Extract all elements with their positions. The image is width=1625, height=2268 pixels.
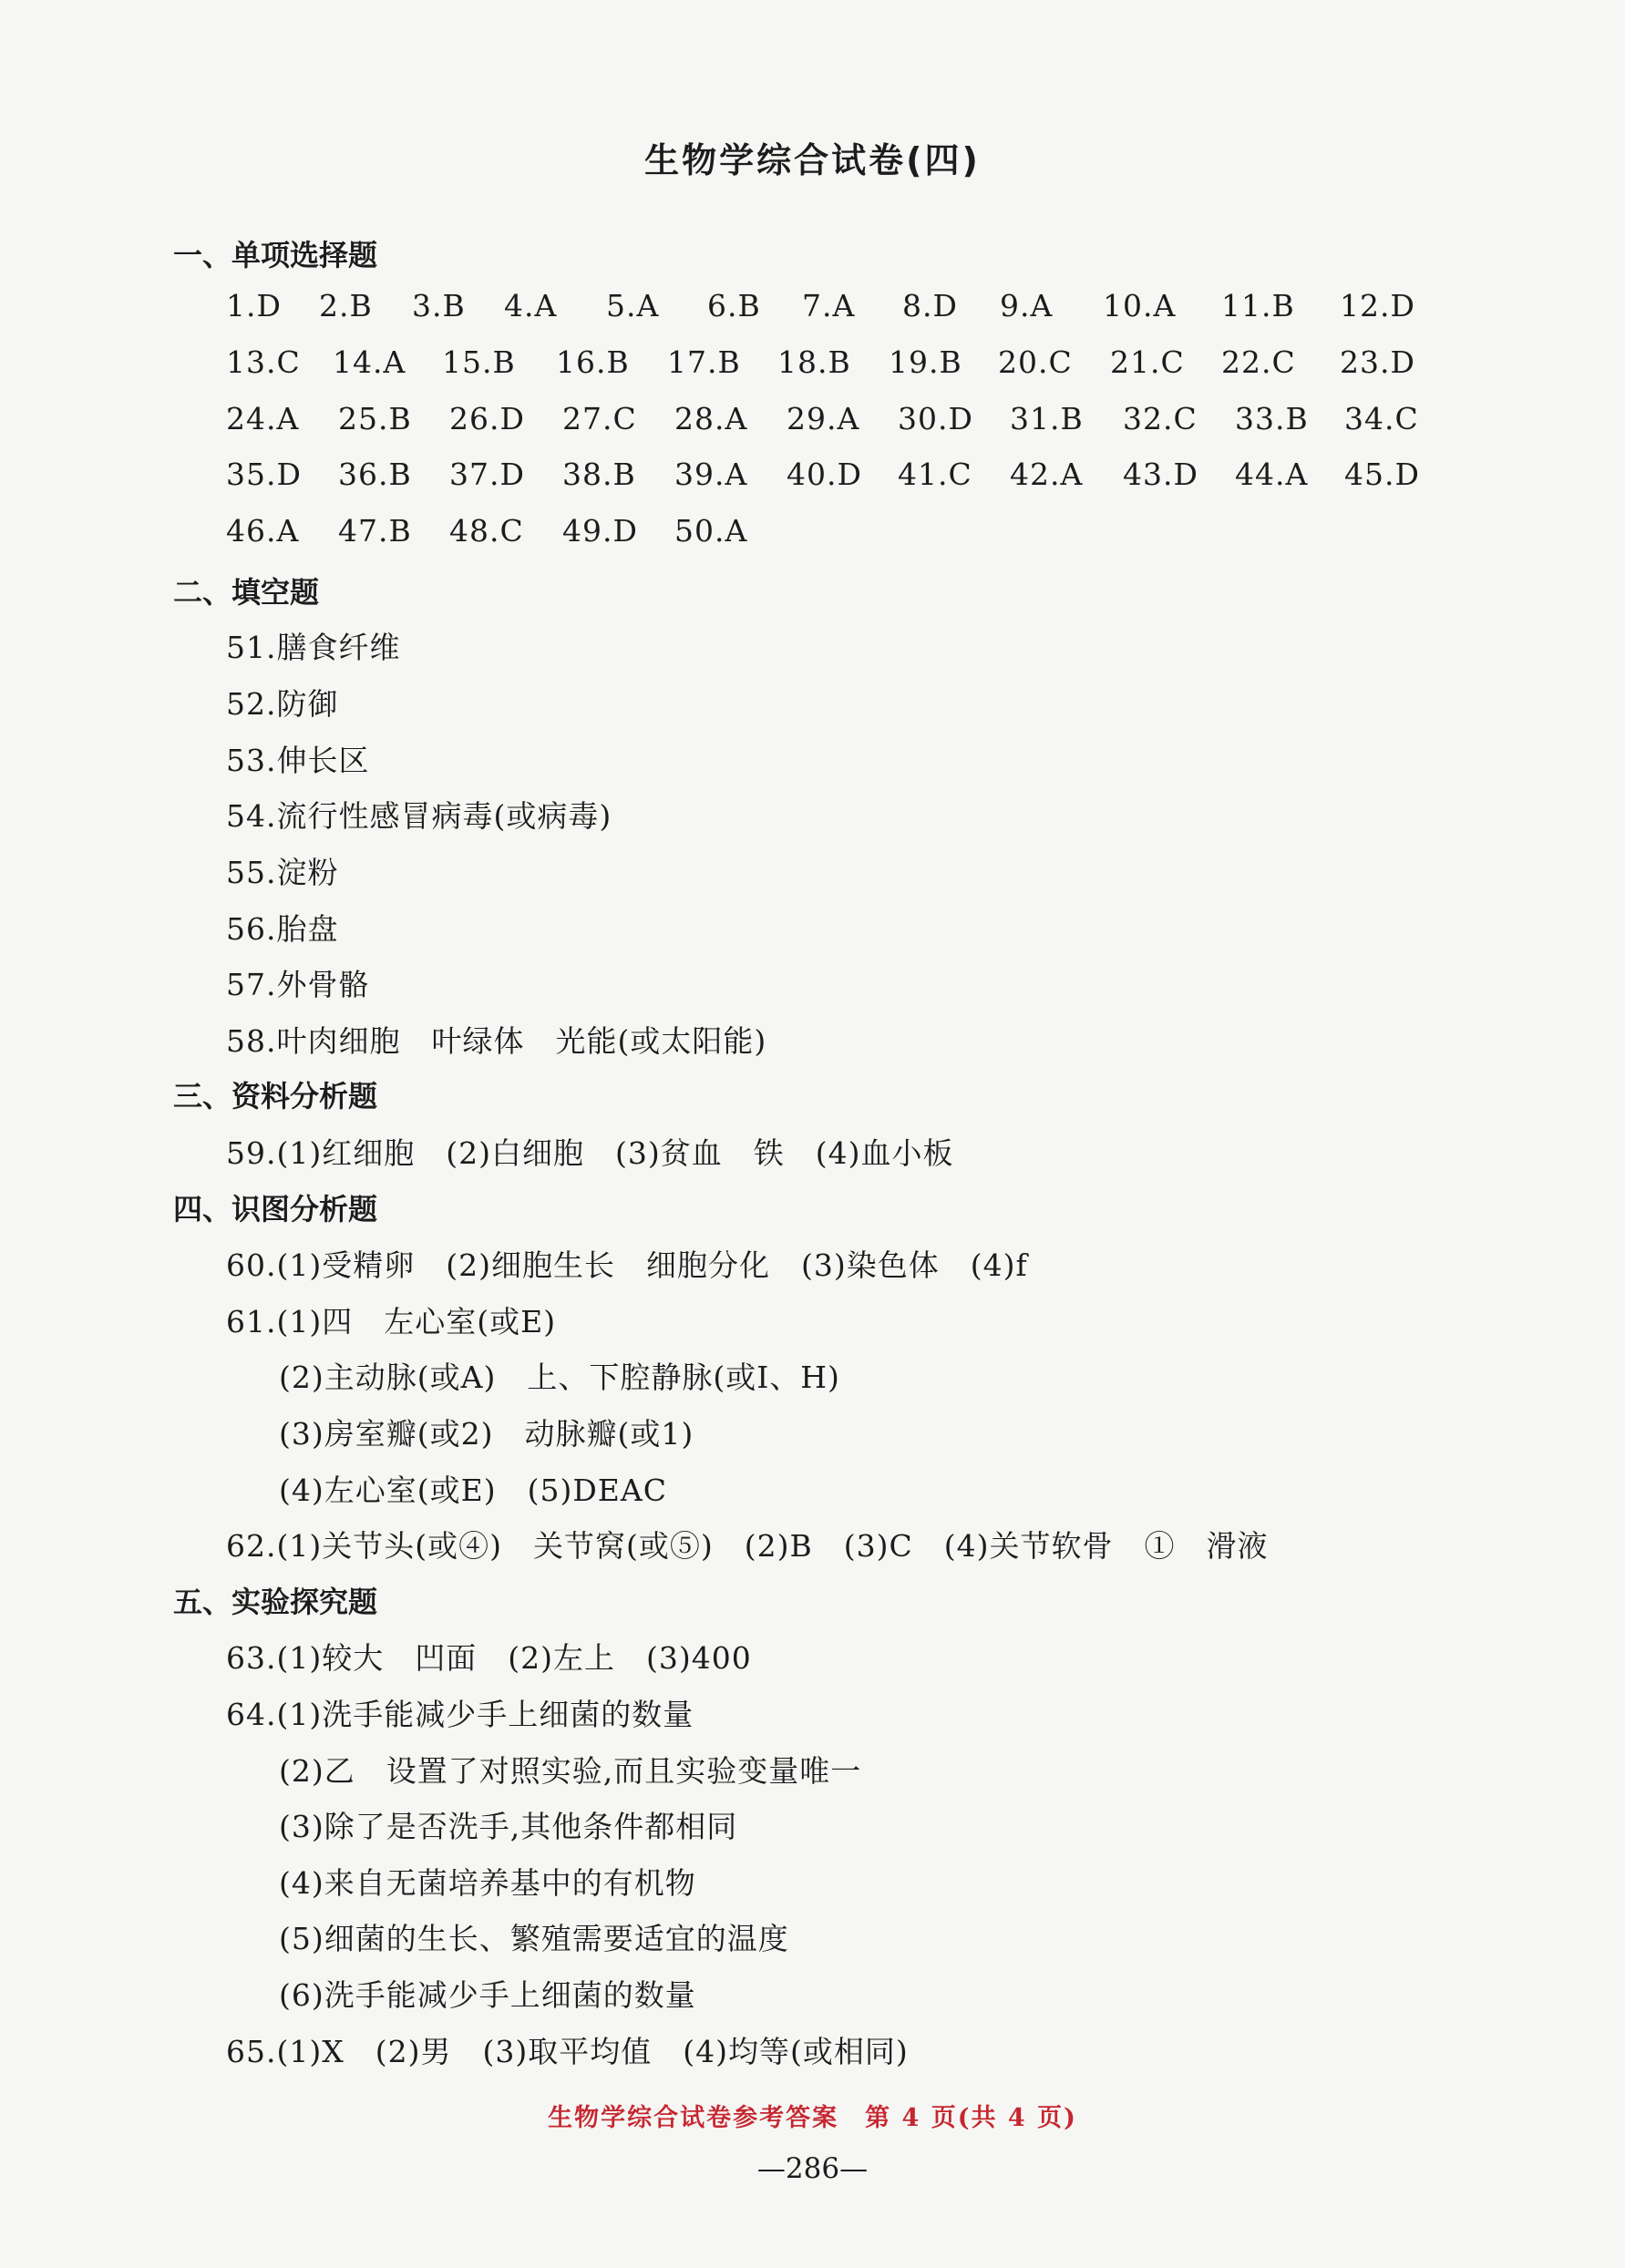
- answer-54: 54.流行性感冒病毒(或病毒): [226, 798, 612, 834]
- choice-answer: 28.A: [674, 401, 748, 436]
- choice-answer: 3.B: [412, 288, 466, 323]
- choice-answer: 38.B: [562, 457, 636, 492]
- answer-61-4: (4)左心室(或E) (5)DEAC: [279, 1473, 667, 1508]
- choice-answer: 5.A: [606, 288, 660, 323]
- section-heading-experiment: 五、实验探究题: [173, 1585, 378, 1619]
- choice-answer: 44.A: [1235, 457, 1309, 492]
- choice-answer: 23.D: [1340, 344, 1415, 380]
- choice-answer: 1.D: [226, 288, 282, 323]
- section-heading-choice: 一、单项选择题: [173, 238, 378, 272]
- choice-answer: 49.D: [562, 513, 638, 549]
- choice-answer: 42.A: [1010, 457, 1084, 492]
- page-footer: 生物学综合试卷参考答案 第 4 页(共 4 页): [548, 2104, 1077, 2132]
- choice-answer: 36.B: [338, 457, 412, 492]
- choice-answer: 8.D: [902, 288, 958, 323]
- choice-answer: 45.D: [1344, 457, 1420, 492]
- choice-answer: 46.A: [226, 513, 300, 549]
- section-heading-fill: 二、填空题: [173, 575, 320, 610]
- answer-61-3: (3)房室瓣(或2) 动脉瓣(或1): [279, 1416, 694, 1452]
- choice-answer: 7.A: [802, 288, 856, 323]
- answer-57: 57.外骨骼: [226, 967, 370, 1002]
- answer-61-1: 61.(1)四 左心室(或E): [226, 1304, 557, 1339]
- choice-answer: 6.B: [707, 288, 761, 323]
- choice-answer: 29.A: [787, 401, 860, 436]
- section-heading-figure-analysis: 四、识图分析题: [173, 1192, 378, 1226]
- choice-answer: 24.A: [226, 401, 300, 436]
- answer-59: 59.(1)红细胞 (2)白细胞 (3)贫血 铁 (4)血小板: [226, 1135, 954, 1171]
- answer-53: 53.伸长区: [226, 743, 370, 778]
- answer-52: 52.防御: [226, 686, 339, 722]
- choice-answer: 17.B: [667, 344, 741, 380]
- choice-answer: 41.C: [898, 457, 972, 492]
- choice-answer: 50.A: [674, 513, 748, 549]
- answer-64-6: (6)洗手能减少手上细菌的数量: [279, 1977, 696, 2013]
- choice-answer: 48.C: [449, 513, 524, 549]
- choice-answer: 27.C: [562, 401, 637, 436]
- answer-55: 55.淀粉: [226, 855, 339, 890]
- answer-64-2: (2)乙 设置了对照实验,而且实验变量唯一: [279, 1753, 862, 1789]
- choice-answer: 18.B: [777, 344, 851, 380]
- choice-answer: 2.B: [319, 288, 373, 323]
- answer-62: 62.(1)关节头(或④) 关节窝(或⑤) (2)B (3)C (4)关节软骨 ① 滑液: [226, 1528, 1269, 1564]
- choice-answer: 37.D: [449, 457, 525, 492]
- section-heading-data-analysis: 三、资料分析题: [173, 1079, 378, 1113]
- answer-56: 56.胎盘: [226, 911, 339, 947]
- choice-answer: 13.C: [226, 344, 301, 380]
- choice-answer: 40.D: [787, 457, 862, 492]
- choice-answer: 43.D: [1123, 457, 1198, 492]
- answer-51: 51.膳食纤维: [226, 630, 401, 665]
- choice-answer: 32.C: [1123, 401, 1198, 436]
- page-title: 生物学综合试卷(四): [644, 140, 981, 180]
- choice-answer: 35.D: [226, 457, 302, 492]
- choice-answer: 34.C: [1344, 401, 1419, 436]
- choice-answer: 10.A: [1103, 288, 1177, 323]
- answer-64-5: (5)细菌的生长、繁殖需要适宜的温度: [279, 1921, 789, 1956]
- choice-answer: 30.D: [898, 401, 973, 436]
- choice-answer: 19.B: [889, 344, 962, 380]
- choice-answer: 26.D: [449, 401, 525, 436]
- answer-64-1: 64.(1)洗手能减少手上细菌的数量: [226, 1697, 694, 1732]
- choice-answer: 20.C: [998, 344, 1073, 380]
- choice-answer: 11.B: [1221, 288, 1295, 323]
- answer-64-3: (3)除了是否洗手,其他条件都相同: [279, 1809, 738, 1844]
- choice-answer: 12.D: [1340, 288, 1415, 323]
- choice-answer: 31.B: [1010, 401, 1084, 436]
- choice-answer: 9.A: [1000, 288, 1054, 323]
- answer-63: 63.(1)较大 凹面 (2)左上 (3)400: [226, 1640, 752, 1676]
- choice-answer: 15.B: [442, 344, 516, 380]
- choice-answer: 22.C: [1221, 344, 1296, 380]
- choice-answer: 47.B: [338, 513, 412, 549]
- choice-answer: 25.B: [338, 401, 412, 436]
- choice-answer: 21.C: [1110, 344, 1185, 380]
- choice-answer: 33.B: [1235, 401, 1309, 436]
- choice-answer: 14.A: [333, 344, 406, 380]
- answer-60: 60.(1)受精卵 (2)细胞生长 细胞分化 (3)染色体 (4)f: [226, 1247, 1028, 1283]
- page-number: —286—: [756, 2152, 869, 2185]
- choice-answer: 39.A: [674, 457, 748, 492]
- answer-65: 65.(1)X (2)男 (3)取平均值 (4)均等(或相同): [226, 2034, 909, 2069]
- answer-64-4: (4)来自无菌培养基中的有机物: [279, 1865, 696, 1901]
- choice-answer: 4.A: [504, 288, 558, 323]
- choice-answer: 16.B: [556, 344, 630, 380]
- answer-61-2: (2)主动脉(或A) 上、下腔静脉(或I、H): [279, 1360, 840, 1395]
- answer-58: 58.叶肉细胞 叶绿体 光能(或太阳能): [226, 1023, 767, 1059]
